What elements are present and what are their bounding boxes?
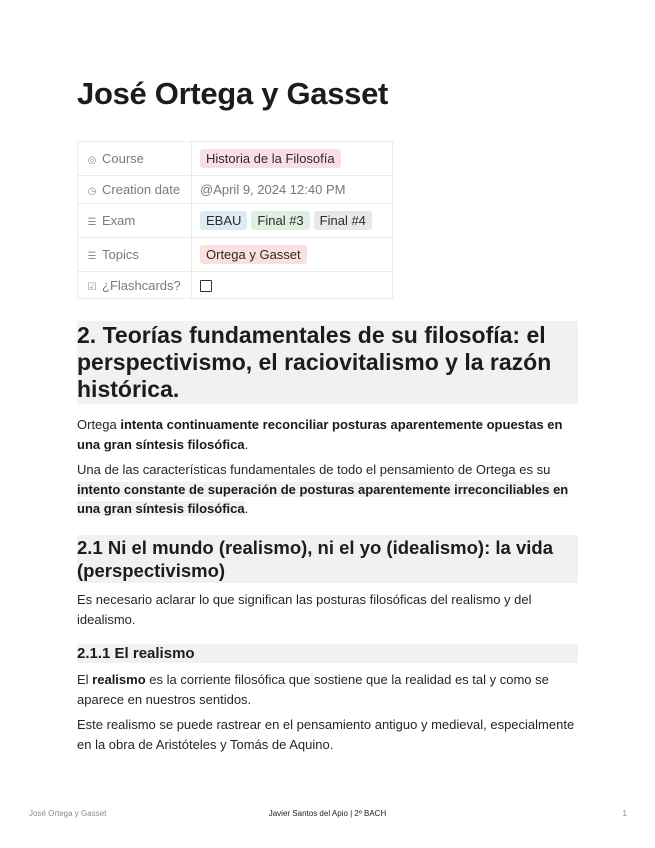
topic-tag[interactable]: Ortega y Gasset [200,245,307,264]
footer-left: José Ortega y Gasset [29,809,107,818]
property-label: Creation date [102,182,181,197]
property-key-flashcards [78,272,192,299]
property-label: ¿Flashcards? [102,277,181,293]
section-heading-2: 2. Teorías fundamentales de su filosofía: el perspectivismo, el raciovitalismo y la razón histórica. [77,321,578,404]
paragraph-realismo-history: Este realismo se puede rastrear en el pensamiento antiguo y medieval, especialmente en la obra de Aristóteles y Tomás de Aquino. [77,717,575,752]
property-key-topics [78,238,192,272]
flashcards-checkbox[interactable] [200,280,212,292]
property-row-topics [78,238,393,272]
property-row-creation-date [78,176,393,204]
text-run: . [244,436,249,452]
text-run: El [77,672,93,687]
page-title: José Ortega y Gasset [77,76,389,111]
paragraph-characteristics [77,460,578,519]
exam-tag-ebau[interactable]: EBAU [200,211,247,230]
exam-tag-final-4[interactable]: Final #4 [314,211,372,230]
text-run: . [244,501,249,516]
property-value-creation-date[interactable] [192,176,393,204]
highlighted-bold-text: intento constante de superación de posturas aparentemente irreconciliables en una gran síntesis filosófica [77,481,569,516]
property-label: Topics [102,247,139,262]
text-run: Ortega [77,417,121,432]
bold-text: realismo [92,672,146,687]
paragraph-realismo-definition [77,670,578,709]
property-value-topics[interactable] [192,238,393,272]
property-value-course[interactable] [192,142,393,176]
property-label: Exam [102,213,136,228]
property-row-exam [78,204,393,238]
paragraph-synthesis [77,415,578,454]
property-label: Course [102,151,144,166]
bold-text: intenta continuamente reconciliar posturas aparentemente opuestas en una gran síntesis filosófica [77,417,563,452]
clock-icon: ◷ [87,186,97,197]
target-icon: ◎ [87,155,97,166]
footer-center: Javier Santos del Apio | 2º BACH [268,809,387,818]
property-key-creation-date [78,176,192,204]
checkbox-icon: ☑ [87,281,97,293]
footer-page-number: 1 [622,809,627,818]
property-row-flashcards [78,272,393,299]
list-icon: ☰ [87,251,97,262]
section-heading-2-1-1: 2.1.1 El realismo [77,644,578,663]
course-tag[interactable]: Historia de la Filosofía [200,149,341,168]
properties-table [77,141,393,299]
property-row-course [78,142,393,176]
exam-tag-final-3[interactable]: Final #3 [251,211,309,230]
text-run: Una de las características fundamentales de todo el pensamiento de Ortega es su [77,462,551,477]
property-key-exam [78,204,192,238]
paragraph-realism-idealism: Es necesario aclarar lo que significan las posturas filosóficas del realismo y del idealismo. [77,592,532,627]
property-value-exam[interactable] [192,204,393,238]
list-icon: ☰ [87,217,97,228]
property-value-flashcards[interactable] [192,272,393,299]
section-heading-2-1: 2.1 Ni el mundo (realismo), ni el yo (idealismo): la vida (perspectivismo) [77,535,578,583]
creation-date-value: @April 9, 2024 12:40 PM [200,182,346,197]
text-run: es la corriente filosófica que sostiene que la realidad es tal y como se aparece en nuestros sentidos. [77,672,549,707]
property-key-course [78,142,192,176]
